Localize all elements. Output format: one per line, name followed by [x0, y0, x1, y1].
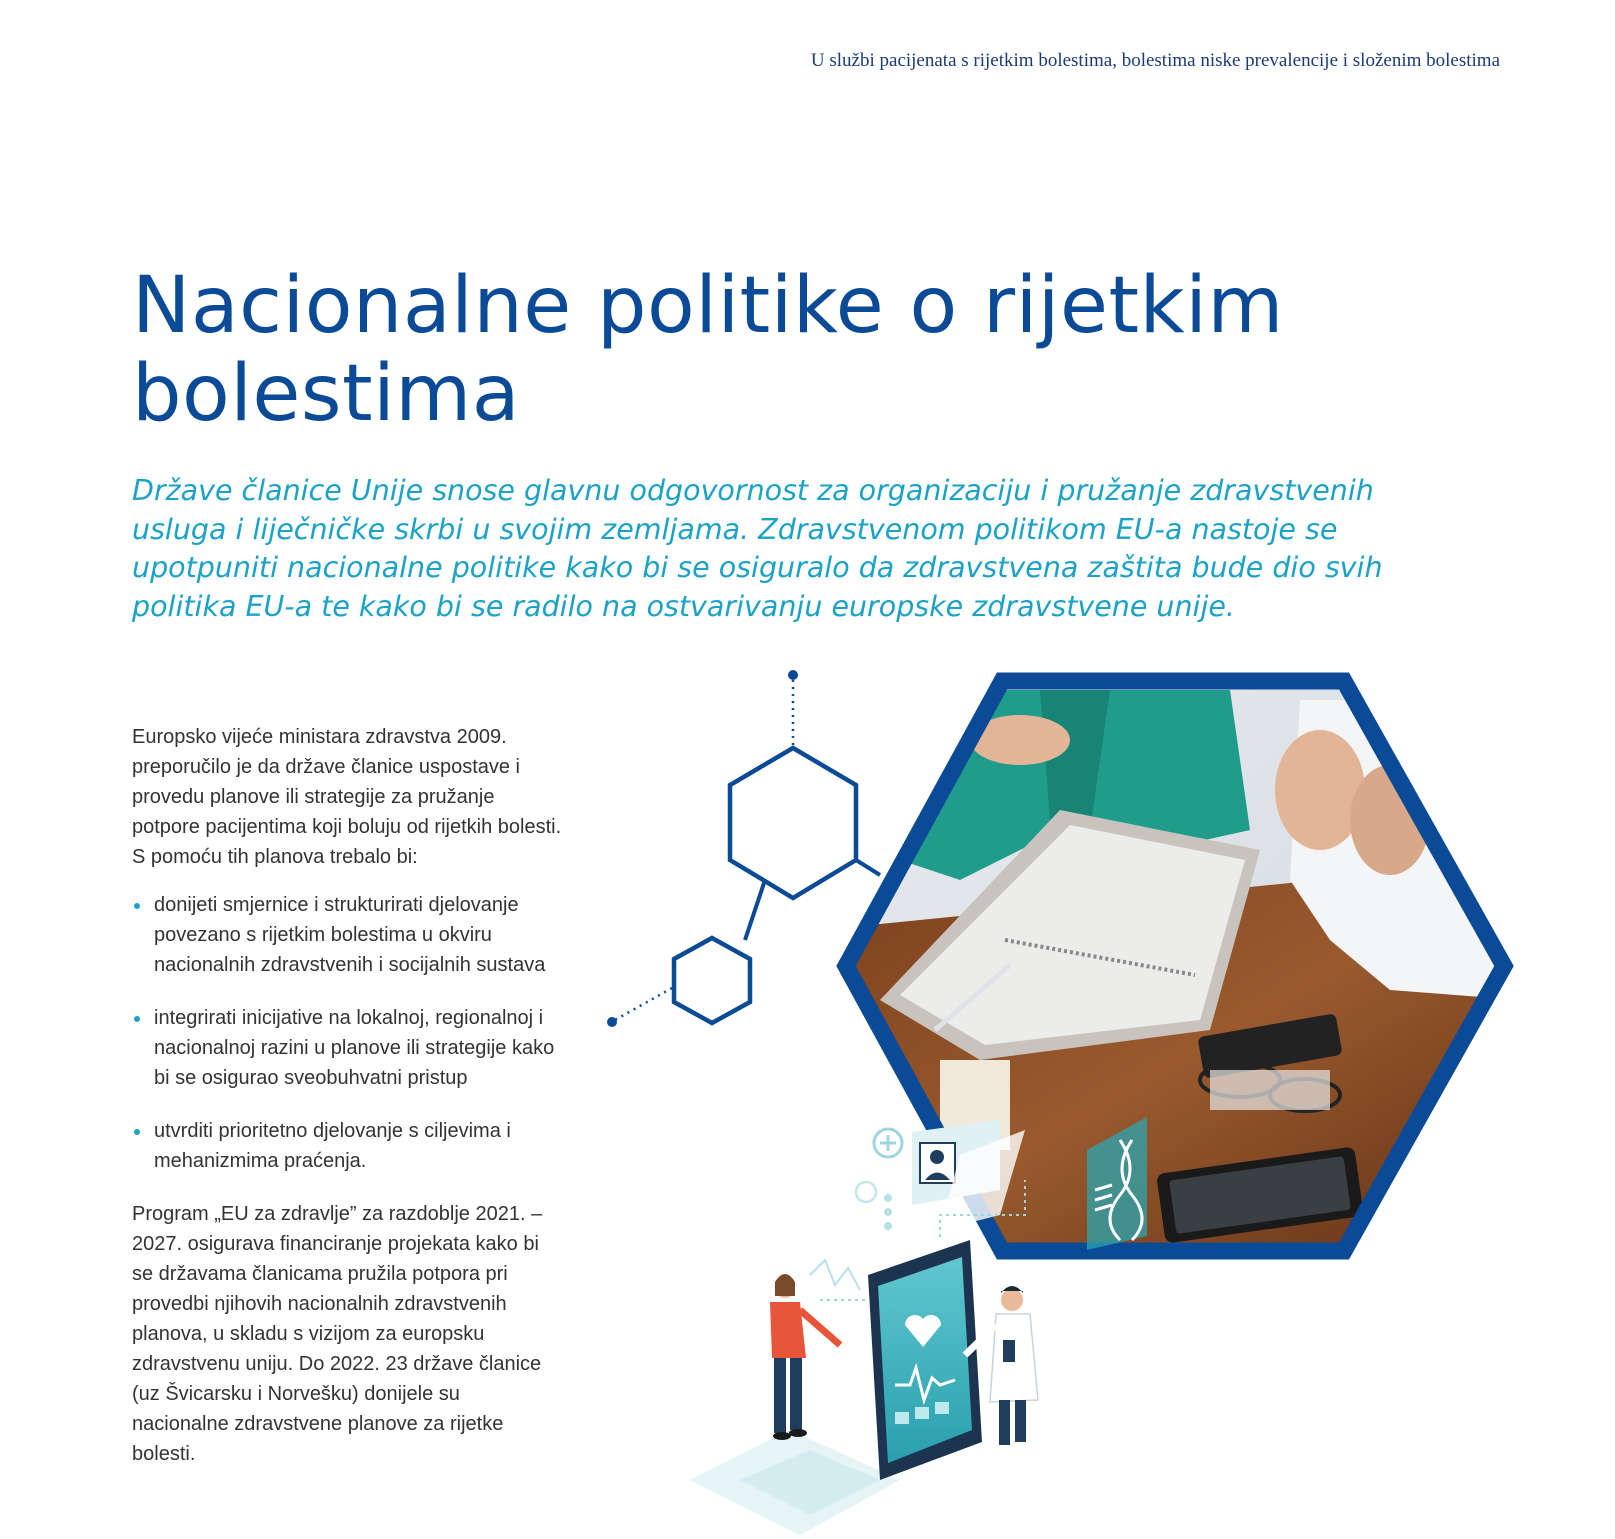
bullet-item: donijeti smjernice i strukturirati djelovanje povezano s rijetkim bolestima u okviru nacionalnih zdravstvenih i socijalnih sustava — [132, 890, 562, 980]
intro-paragraph: Europsko vijeće ministara zdravstva 2009. preporučilo je da države članice uspostave i provedu planove ili strategije za pružanje potpore pacijentima koji boluju od rijetkih bolesti. S pomoću tih planova trebalo bi: — [132, 726, 562, 868]
bullet-item: utvrditi prioritetno djelovanje s ciljevima i mehanizmima praćenja. — [132, 1116, 562, 1176]
bullet-item: integrirati inicijative na lokalnoj, regionalnoj i nacionalnoj razini u planove ili strategije kako bi se osigurao sveobuhvatni pristup — [132, 1003, 562, 1093]
illustration — [600, 670, 1610, 1539]
page-title — [132, 262, 1432, 438]
body-column — [132, 722, 562, 1469]
bullet-list — [132, 890, 562, 1176]
page-title-line-2: bolestima — [132, 349, 521, 439]
lead-paragraph: Države članice Unije snose glavnu odgovornost za organizaciju i pružanje zdravstvenih usluga i liječničke skrbi u svojim zemljama. Zdravstvenom politikom EU-a nastoje se upotpuniti nacionalne politike kako bi se osiguralo da zdravstvena zaštita bude dio svih politika EU-a te kako bi se radilo na ostvarivanju europske zdravstvene unije. — [132, 474, 1383, 623]
page-title-line-1: Nacionalne politike o rijetkim — [132, 261, 1284, 351]
running-header: U službi pacijenata s rijetkim bolestima, bolestima niske prevalencije i složenim bolestima — [810, 50, 1500, 71]
closing-paragraph: Program „EU za zdravlje” za razdoblje 2021. – 2027. osigurava financiranje projekata kako bi se državama članicama pružila potpora pri provedbi njihovih nacionalnih zdravstvenih planova, u skladu s vizijom za europsku zdravstvenu uniju. Do 2022. 23 države članice (uz Švicarsku i Norvešku) donijele su nacionalne zdravstvene planove za rijetke bolesti. — [132, 1203, 543, 1465]
